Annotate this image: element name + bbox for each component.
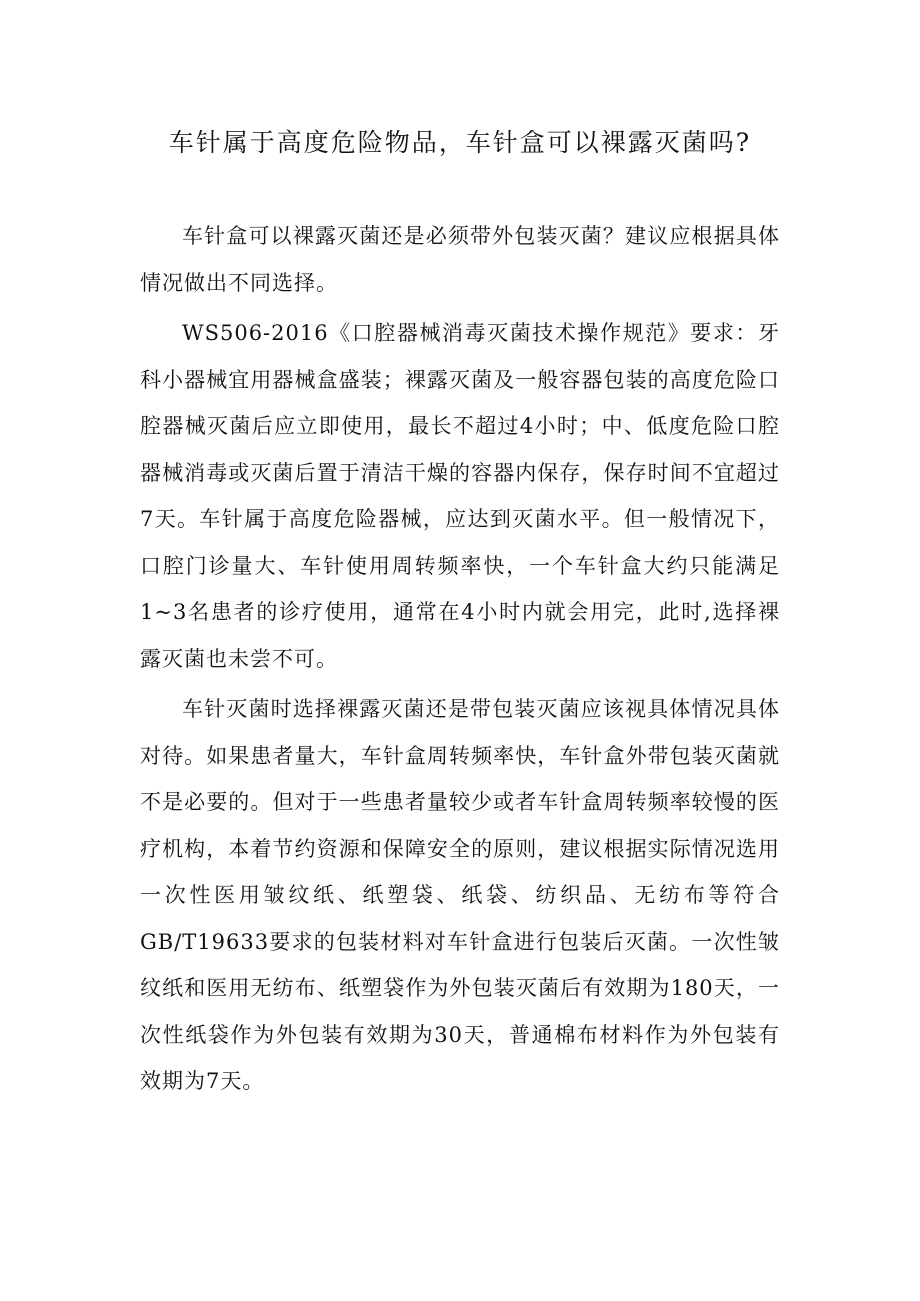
paragraph-intro: 车针盒可以裸露灭菌还是必须带外包装灭菌？建议应根据具体情况做出不同选择。 [140,224,780,295]
document-body [140,213,780,1109]
paragraph-packaging: 车针灭菌时选择裸露灭菌还是带包装灭菌应该视具体情况具体对待。如果患者量大，车针盒周转频率快，车针盒外带包装灭菌就不是必要的。但对于一些患者量较少或者车针盒周转频率较慢的医疗机构，本着节约资源和保障安全的原则，建议根据实际情况选用一次性医用皱纹纸、纸塑袋、纸袋、纺织品、无纺布等符合GB/T19633要求的包装材料对车针盒进行包装后灭菌。一次性皱纹纸和医用无纺布、纸塑袋作为外包装灭菌后有效期为180天，一次性纸袋作为外包装有效期为30天，普通棉布材料作为外包装有效期为7天。 [140,697,780,1093]
document-title: 车针属于高度危险物品，车针盒可以裸露灭菌吗? [168,128,752,157]
paragraph-standard: WS506-2016《口腔器械消毒灭菌技术操作规范》要求：牙科小器械宜用器械盒盛装；裸露灭菌及一般容器包装的高度危险口腔器械灭菌后应立即使用，最长不超过4小时；中、低度危险口腔器械消毒或灭菌后置于清洁干燥的容器内保存，保存时间不宜超过7天。车针属于高度危险器械，应达到灭菌水平。但一般情况下，口腔门诊量大、车针使用周转频率快，一个车针盒大约只能满足1~3名患者的诊疗使用，通常在4小时内就会用完，此时,选择裸露灭菌也未尝不可。 [140,321,780,671]
